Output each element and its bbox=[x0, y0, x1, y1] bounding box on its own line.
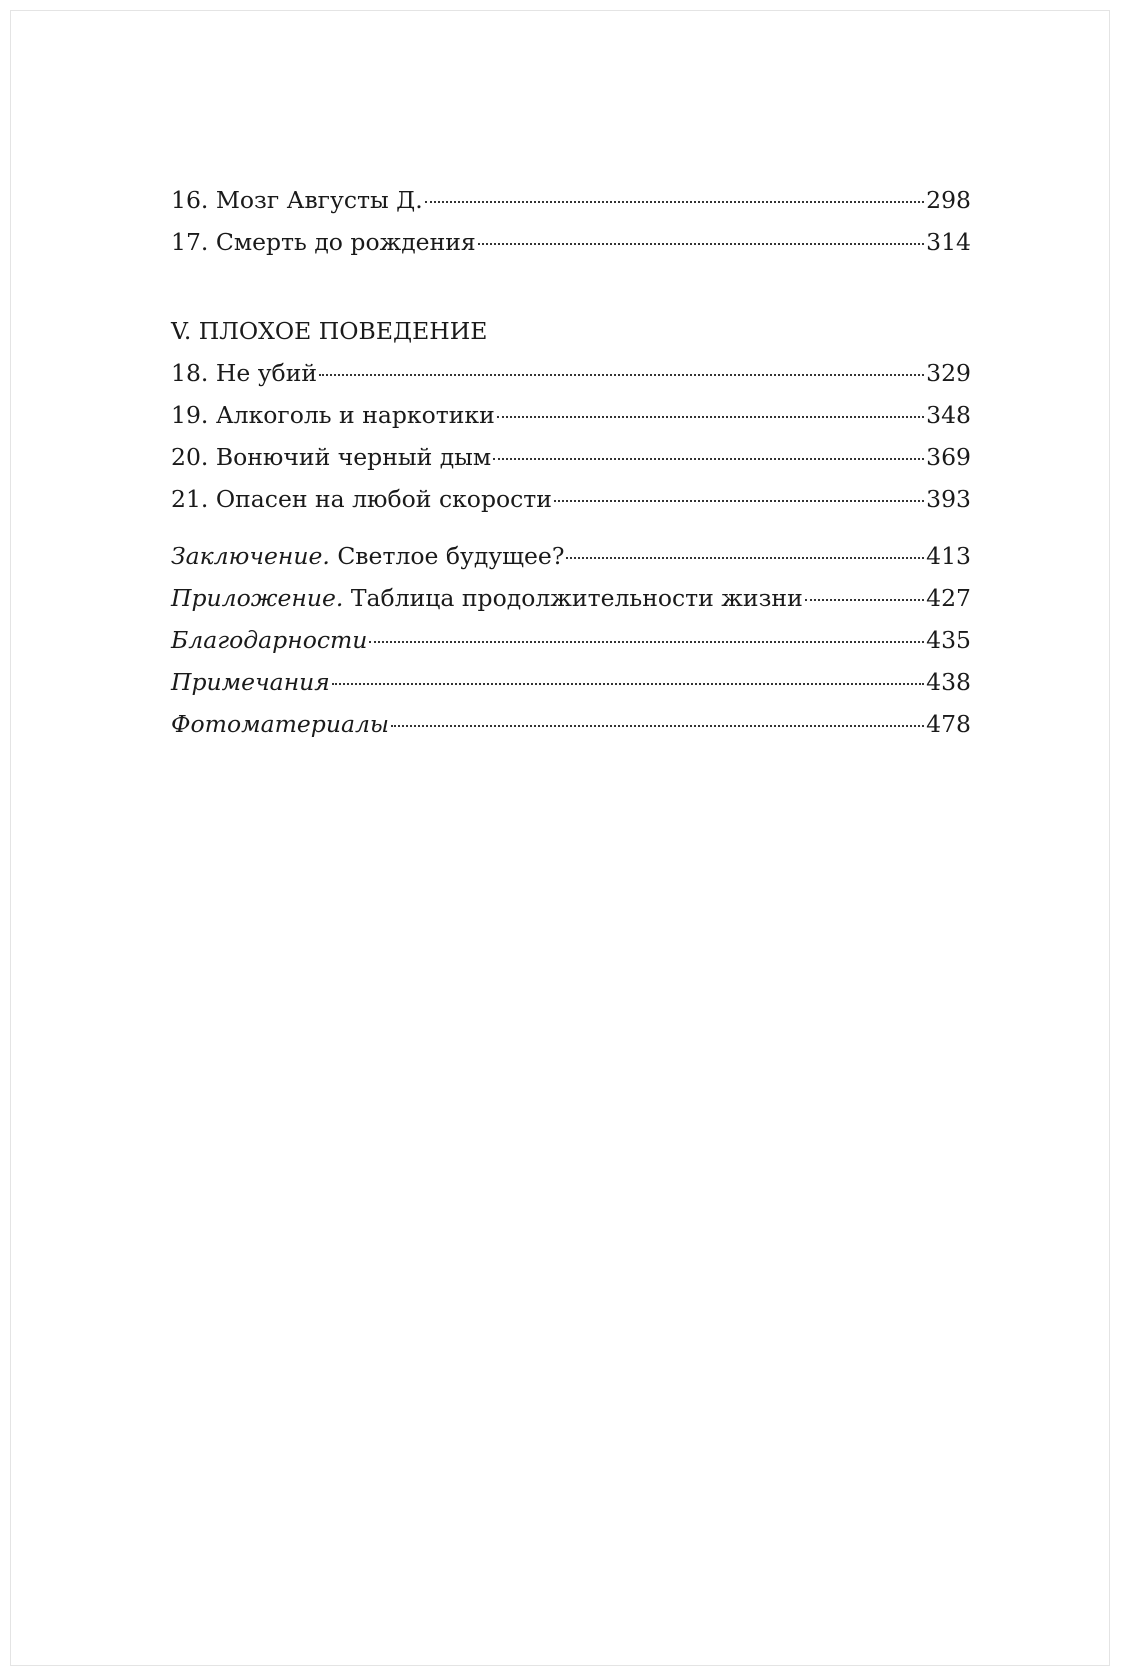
toc-entry-title: 19. Алкоголь и наркотики bbox=[171, 401, 495, 429]
toc-entry[interactable] bbox=[171, 478, 971, 520]
dot-leader bbox=[554, 500, 924, 502]
toc-entry-page-number: 427 bbox=[926, 584, 971, 612]
toc-entry-page-number: 438 bbox=[926, 668, 971, 696]
toc-entry-italic-prefix: Приложение. bbox=[171, 584, 344, 612]
toc-entry-title-rest: Таблица продолжительности жизни bbox=[343, 584, 803, 612]
toc-entry-page-number: 369 bbox=[926, 443, 971, 471]
toc-entry[interactable] bbox=[171, 703, 971, 745]
dot-leader bbox=[369, 641, 924, 643]
toc-entry-page-number: 314 bbox=[926, 228, 971, 256]
toc-entry-title bbox=[171, 535, 564, 577]
toc-entry-page-number: 413 bbox=[926, 542, 971, 570]
dot-leader bbox=[566, 557, 924, 559]
toc-entry-page-number: 348 bbox=[926, 401, 971, 429]
toc-entry[interactable] bbox=[171, 179, 971, 221]
toc-entry-title bbox=[171, 577, 803, 619]
dot-leader bbox=[478, 243, 924, 245]
toc-entry-title-rest: Светлое будущее? bbox=[329, 542, 565, 570]
toc-entry-page-number: 478 bbox=[926, 710, 971, 738]
toc-entry-page-number: 393 bbox=[926, 485, 971, 513]
dot-leader bbox=[332, 683, 924, 685]
toc-entry-title: Благодарности bbox=[171, 626, 368, 654]
dot-leader bbox=[425, 201, 924, 203]
dot-leader bbox=[805, 599, 924, 601]
toc-entry[interactable] bbox=[171, 661, 971, 703]
toc-entry[interactable] bbox=[171, 221, 971, 263]
toc-entry-title: Фотоматериалы bbox=[171, 710, 390, 738]
toc-entry[interactable] bbox=[171, 436, 971, 478]
dot-leader bbox=[493, 458, 924, 460]
toc-entry-page-number: 298 bbox=[926, 186, 971, 214]
toc-entry[interactable] bbox=[171, 352, 971, 394]
dot-leader bbox=[391, 725, 924, 727]
toc-entry-title: 17. Смерть до рождения bbox=[171, 228, 476, 256]
toc-entry-italic-prefix: Заключение. bbox=[171, 542, 330, 570]
toc-entry[interactable] bbox=[171, 394, 971, 436]
toc-entry[interactable] bbox=[171, 619, 971, 661]
toc-entry-title: Примечания bbox=[171, 668, 330, 696]
table-of-contents bbox=[171, 179, 971, 745]
toc-entry-title: 16. Мозг Августы Д. bbox=[171, 186, 423, 214]
toc-entry-page-number: 329 bbox=[926, 359, 971, 387]
dot-leader bbox=[497, 416, 924, 418]
toc-entry-title: 21. Опасен на любой скорости bbox=[171, 485, 552, 513]
toc-entry-title: 20. Вонючий черный дым bbox=[171, 443, 492, 471]
toc-entry[interactable] bbox=[171, 535, 971, 577]
toc-entry-title: 18. Не убий bbox=[171, 359, 318, 387]
part-heading: V. ПЛОХОЕ ПОВЕДЕНИЕ bbox=[171, 317, 488, 345]
toc-entry-page-number: 435 bbox=[926, 626, 971, 654]
toc-entry[interactable] bbox=[171, 577, 971, 619]
dot-leader bbox=[319, 374, 924, 376]
